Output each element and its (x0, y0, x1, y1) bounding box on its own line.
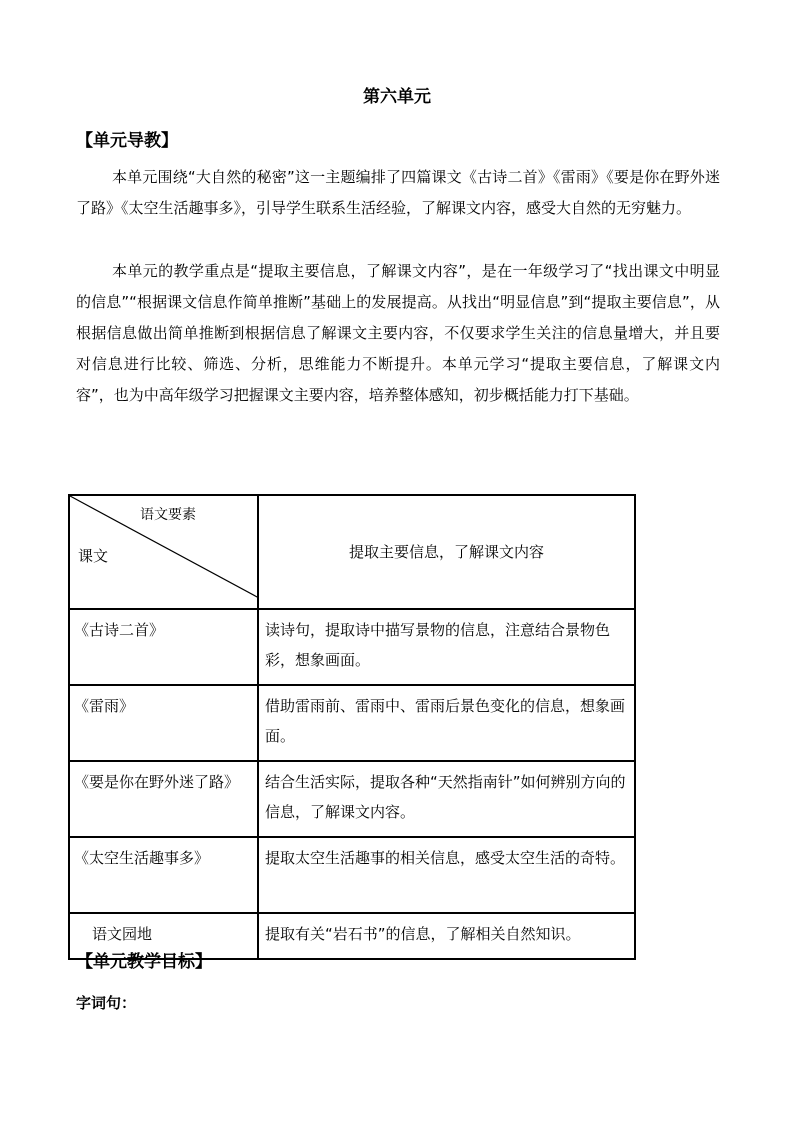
lesson-cell: 《古诗二首》 (69, 609, 258, 685)
diagonal-header-cell (69, 495, 258, 609)
unit-guide-heading: 【单元导教】 (76, 131, 178, 151)
vocabulary-label: 字词句： (76, 994, 137, 1012)
header-lesson-label: 课文 (78, 547, 109, 565)
table-row (69, 761, 635, 837)
key-element-table (68, 494, 636, 960)
content-cell: 结合生活实际，提取各种“天然指南针”如何辨别方向的信息，了解课文内容。 (258, 761, 635, 837)
content-cell: 提取太空生活趣事的相关信息，感受太空生活的奇特。 (258, 837, 635, 913)
content-cell: 读诗句，提取诗中描写景物的信息，注意结合景物色彩，想象画面。 (258, 609, 635, 685)
intro-paragraph-2: 本单元的教学重点是“提取主要信息，了解课文内容”，是在一年级学习了“找出课文中明显的信息”“根据课文信息作简单推断”基础上的发展提高。从找出“明显信息”到“提取主要信息”，从根据信息做出简单推断到根据信息了解课文主要内容，不仅要求学生关注的信息量增大，并且要对信息进行比较、筛选、分析，思维能力不断提升。本单元学习“提取主要信息，了解课文内容”，也为中高年级学习把握课文主要内容，培养整体感知，初步概括能力打下基础。 (76, 262, 720, 404)
header-element-label: 语文要素 (140, 507, 196, 523)
content-cell: 借助雷雨前、雷雨中、雷雨后景色变化的信息，想象画面。 (258, 685, 635, 761)
table-header-row (69, 495, 635, 609)
lesson-cell: 《太空生活趣事多》 (69, 837, 258, 913)
page-title: 第六单元 (363, 87, 431, 107)
lesson-cell: 语文园地 (69, 913, 258, 959)
content-cell: 提取有关“岩石书”的信息，了解相关自然知识。 (258, 913, 635, 959)
teaching-goals-heading: 【单元教学目标】 (76, 952, 212, 972)
header-main-cell: 提取主要信息，了解课文内容 (258, 495, 635, 609)
table-row (69, 837, 635, 913)
lesson-cell: 《雷雨》 (69, 685, 258, 761)
table-row (69, 609, 635, 685)
table-row (69, 685, 635, 761)
lesson-cell: 《要是你在野外迷了路》 (69, 761, 258, 837)
intro-paragraph-1: 本单元围绕“大自然的秘密”这一主题编排了四篇课文《古诗二首》《雷雨》《要是你在野外迷了路》《太空生活趣事多》，引导学生联系生活经验，了解课文内容，感受大自然的无穷魅力。 (76, 168, 720, 217)
